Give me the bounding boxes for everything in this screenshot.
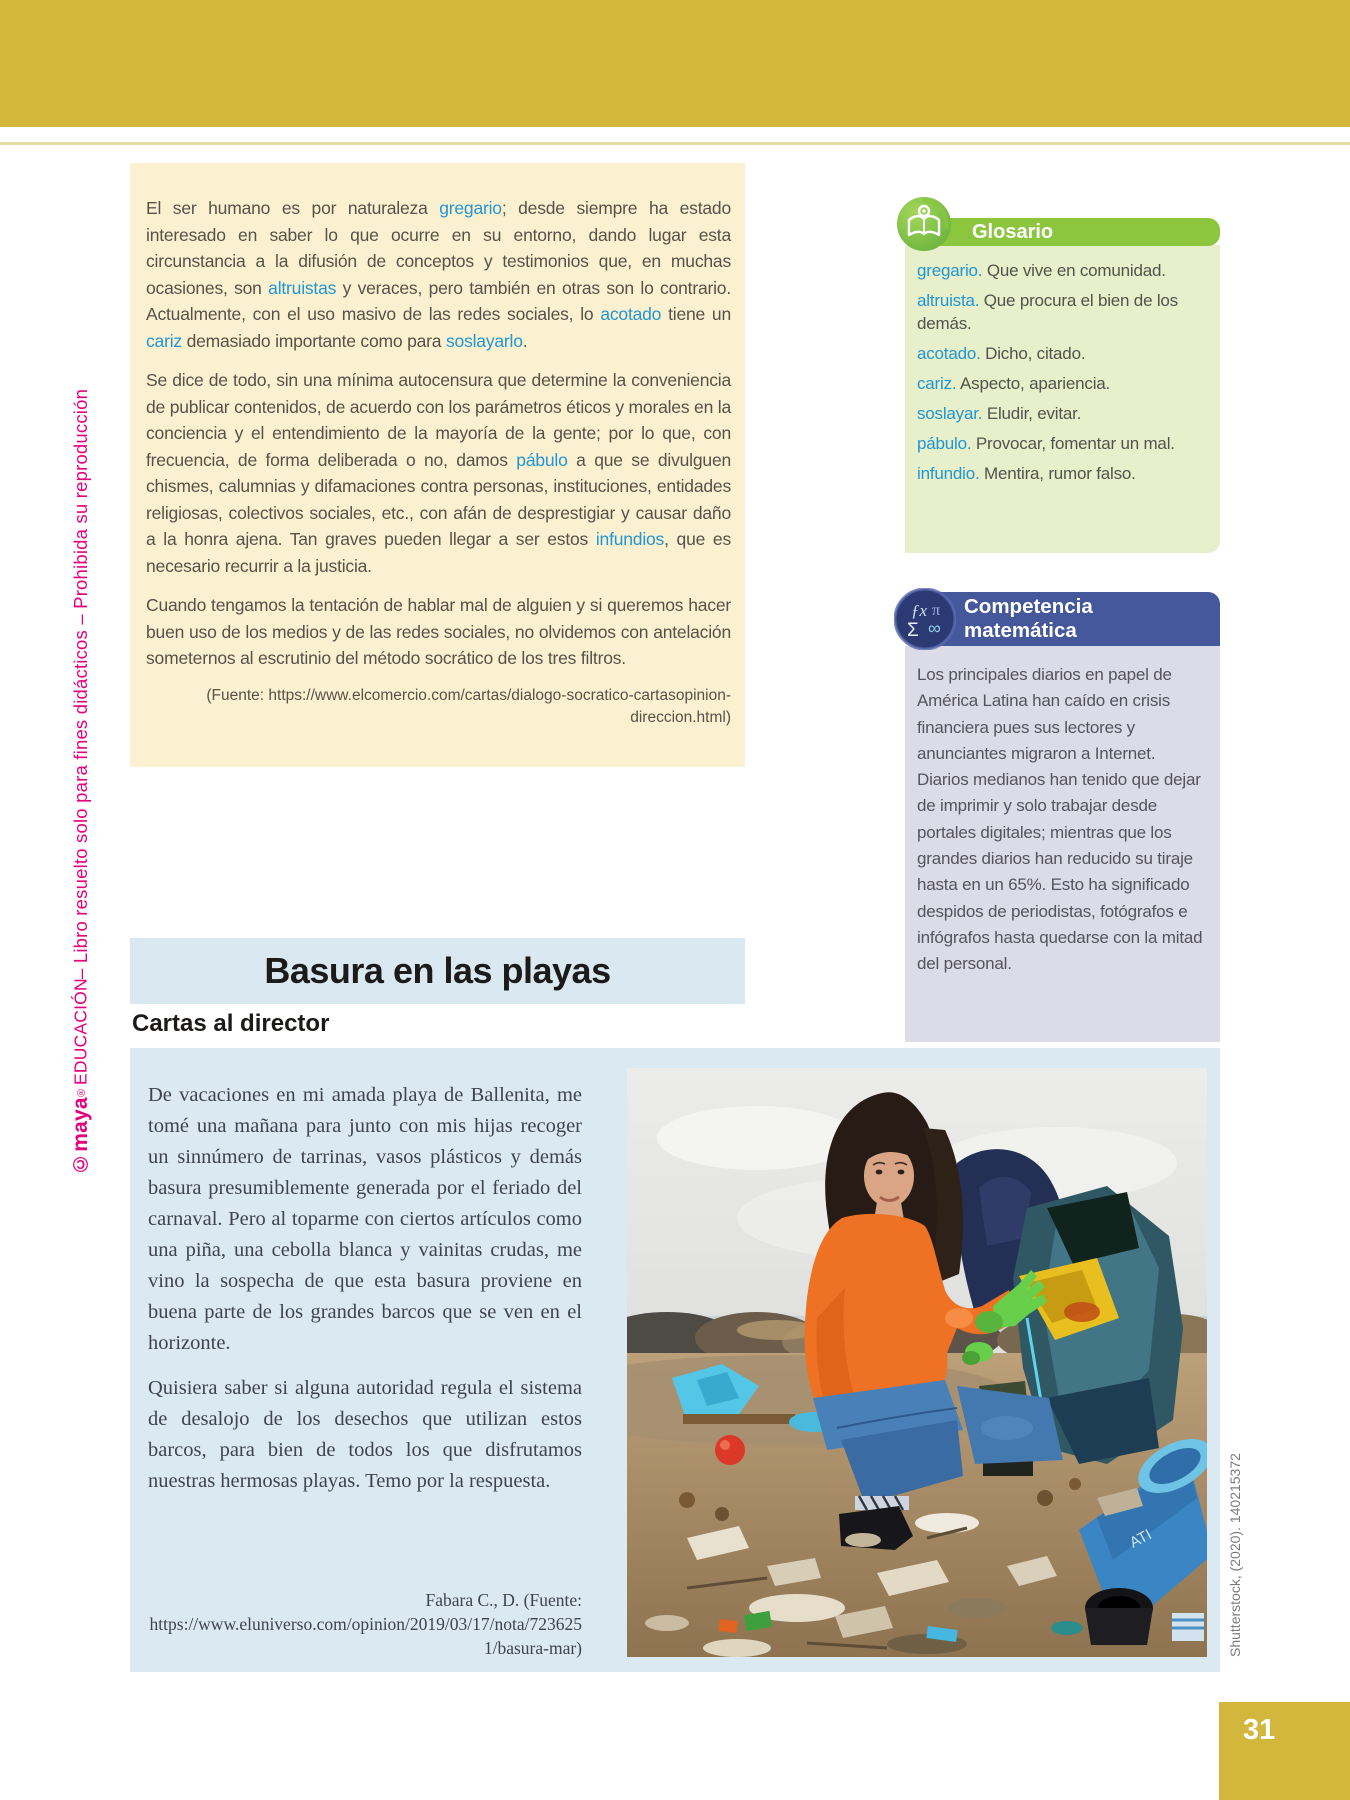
brand-maya: ©maya [69, 1097, 92, 1176]
brand-educacion: EDUCACIÓN [70, 978, 91, 1086]
book-magnifier-icon [896, 196, 952, 252]
letter-paragraphs [148, 1080, 582, 1511]
intro-source: (Fuente: https://www.elcomercio.com/cartas/dialogo-socratico-cartasopinion-direccion.html) [206, 686, 731, 726]
glossary-entry: infundio. Mentira, rumor falso. [917, 464, 1136, 483]
math-competence-body: Los principales diarios en papel de América Latina han caído en crisis financiera pues sus lectores y anunciantes migraron a Internet. Diarios medianos han tenido que dejar de imprimir y solo trabajar desde portales digitales; mientras que los grandes diarios han reducido su tiraje hasta en un 65%. Esto ha significado despidos de periodistas, fotógrafos e infógrafos hasta quedarse con la mitad del personal. [905, 646, 1220, 1042]
glossary-entry: cariz. Aspecto, apariencia. [917, 374, 1111, 393]
section-title: Basura en las playas [264, 950, 611, 991]
paragraph: Quisiera saber si alguna autoridad regula el sistema de desalojo de los desechos que utilizan estos barcos, para bien de todos los que disfrutamos nuestras hermosas playas. Temo por la respuesta. [148, 1377, 582, 1492]
section-subtitle: Cartas al director [132, 1010, 330, 1037]
glossary-entry: acotado. Dicho, citado. [917, 344, 1086, 363]
svg-text:ƒx: ƒx [911, 601, 928, 620]
glossary-entries [917, 259, 1208, 485]
page-number-box [1219, 1702, 1350, 1800]
svg-text:π: π [932, 602, 941, 619]
intro-article-box [130, 163, 745, 767]
svg-text:Σ: Σ [907, 620, 919, 641]
math-competence-title-line2: matemática [964, 619, 1077, 642]
glossary-header [920, 218, 1220, 246]
section-title-box [130, 938, 745, 1004]
registered-mark: ® [75, 1085, 87, 1098]
glossary-entry: soslayar. Eludir, evitar. [917, 404, 1082, 423]
top-gold-bar [0, 0, 1350, 127]
paragraph: Se dice de todo, sin una mínima autocensura que determine la conveniencia de publicar contenidos, de acuerdo con los parámetros éticos y morales en la conciencia y el entendimiento de la mayoría de la gente; por lo que, con frecuencia, de forma deliberada o no, damos pábulo a que se divulguen chismes, calumnias y difamaciones contra personas, instituciones, entidades religiosas, colectivos sociales, etc., con afán de desprestigiar y causar daño a la honra ajena. Tan graves pueden llegar a ser estos infundios, que es necesario recurrir a la justicia. [146, 370, 732, 576]
beach-photo [627, 1068, 1207, 1657]
top-divider-line [0, 142, 1350, 145]
math-competence-title-line1: Competencia [964, 595, 1093, 618]
glossary-title: Glosario [972, 220, 1054, 243]
paragraph: El ser humano es por naturaleza gregario; desde siempre ha estado interesado en saber lo que ocurre en su entorno, dando lugar esta circunstancia a la difusión de conceptos y testimonios que, en muchas ocasiones, son altruistas y veraces, pero también en otras son lo contrario. Actualmente, con el uso masivo de las redes sociales, lo acotado tiene un cariz demasiado importante como para soslayarlo. [146, 198, 732, 351]
photo-credit: Shutterstock, (2020). 140215372 [1227, 1453, 1243, 1657]
svg-text:ATI: ATI [1126, 1526, 1155, 1552]
math-competence-header [920, 592, 1220, 646]
glossary-entry: gregario. Que vive en comunidad. [917, 261, 1166, 280]
letter-source: Fabara C., D. (Fuente: https://www.eluniverso.com/opinion/2019/03/17/nota/7236251/basura-mar) [149, 1590, 582, 1658]
paragraph: De vacaciones en mi amada playa de Ballenita, me tomé una mañana para junto con mis hijas recoger un sinnúmero de tarrinas, vasos plásticos y demás basura presumiblemente generada por el feriado del carnaval. Pero al toparme con ciertos artículos como una piña, una cebolla blanca y vainitas crudas, me vino la sospecha de que esta basura proviene en buena parte de los grandes barcos que se ven en el horizonte. [148, 1084, 582, 1354]
math-symbols-icon [894, 588, 956, 650]
glossary-box [905, 245, 1220, 553]
page-number: 31 [1243, 1714, 1276, 1746]
glossary-entry: altruista. Que procura el bien de los demás. [917, 291, 1178, 333]
svg-text:∞: ∞ [928, 618, 941, 638]
glossary-entry: pábulo. Provocar, fomentar un mal. [917, 434, 1175, 453]
copyright-notice: – Libro resuelto solo para fines didácticos – Prohibida su reproducción [70, 388, 91, 979]
intro-paragraphs [146, 195, 731, 672]
paragraph: Cuando tengamos la tentación de hablar mal de alguien y si queremos hacer buen uso de los medios y de las redes sociales, no olvidemos con antelación someternos al escrutinio del método socrático de los tres filtros. [146, 595, 731, 668]
letter-box [130, 1048, 1220, 1672]
left-copyright-text [56, 388, 106, 1176]
